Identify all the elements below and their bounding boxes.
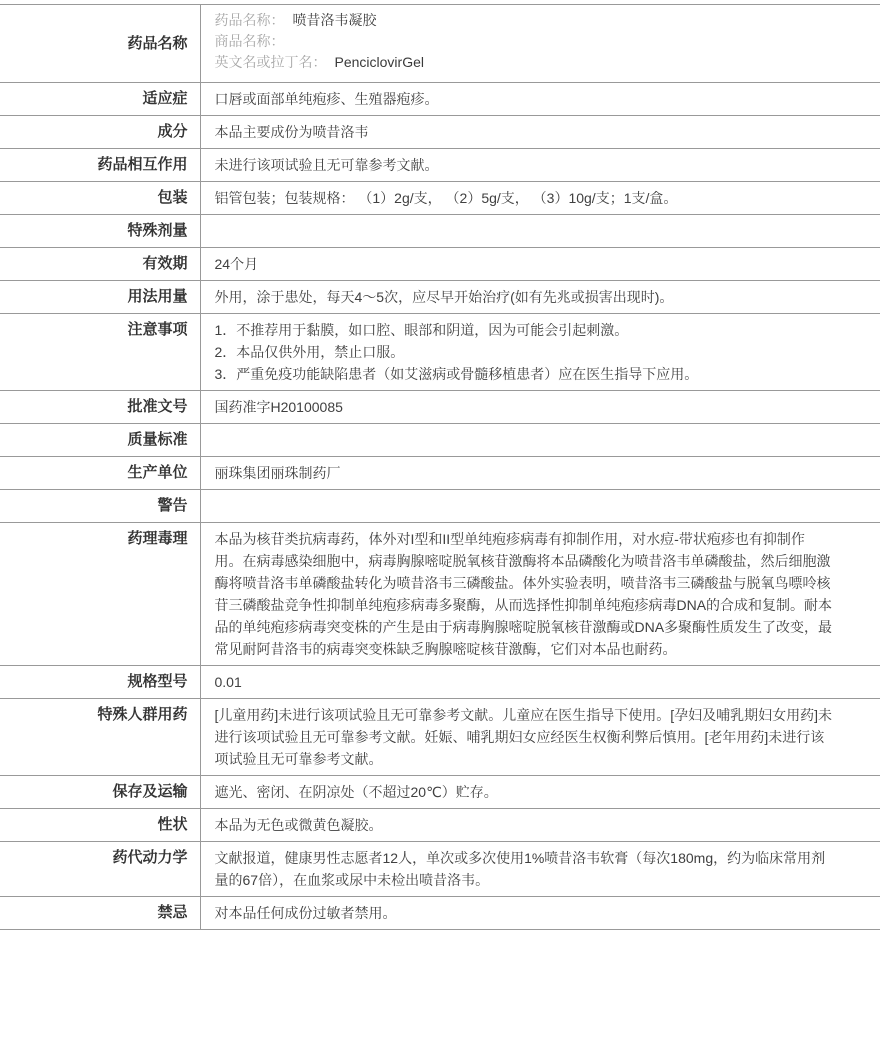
- field-name: 药品名称：: [214, 12, 285, 28]
- row-value-text: 对本品任何成份过敏者禁用。: [214, 905, 397, 921]
- row-value: [200, 457, 880, 490]
- row-label: 注意事项: [0, 314, 200, 391]
- row-value-text: 未进行该项试验且无可靠参考文献。: [214, 157, 439, 173]
- row-value-text: 本品为核苷类抗病毒药，体外对I型和II型单纯疱疹病毒有抑制作用，对水痘-带状疱疹也有抑制作用。在病毒感染细胞中，病毒胸腺嘧啶脱氧核苷激酶将本品磷酸化为喷昔洛韦单磷酸盐，然后细胞激酶将喷昔洛韦单磷酸盐转化为喷昔洛韦三磷酸盐。体外实验表明，喷昔洛韦三磷酸盐与脱氧鸟嘌呤核苷三磷酸盐竞争性抑制单纯疱疹病毒多聚酶，从而选择性抑制单纯疱疹病毒DNA的合成和复制。耐本品的单纯疱疹病毒突变株的产生是由于病毒胸腺嘧啶脱氧核苷激酶或DNA多聚酶性质发生了改变，最常见耐阿昔洛韦的病毒突变株缺乏胸腺嘧啶核苷激酶，它们对本品也耐药。: [214, 531, 833, 657]
- field-value: PenciclovirGel: [334, 54, 424, 70]
- row-value: [200, 83, 880, 116]
- field-line: [215, 31, 867, 52]
- table-row: [0, 897, 880, 930]
- row-value-text: 24个月: [214, 256, 259, 272]
- row-label: 禁忌: [0, 897, 200, 930]
- row-label: 药理毒理: [0, 523, 200, 666]
- row-value: [200, 699, 880, 776]
- row-label: 药代动力学: [0, 842, 200, 897]
- row-label: 特殊剂量: [0, 215, 200, 248]
- row-value: [200, 116, 880, 149]
- row-value: [200, 281, 880, 314]
- table-row: [0, 314, 880, 391]
- drug-info-table: [0, 4, 880, 930]
- row-value: [200, 490, 880, 523]
- row-label: 质量标准: [0, 424, 200, 457]
- field-line: [215, 52, 867, 73]
- table-row: [0, 699, 880, 776]
- row-value: [200, 842, 880, 897]
- row-value-text: [儿童用药]未进行该项试验且无可靠参考文献。儿童应在医生指导下使用。[孕妇及哺乳期妇女用药]未进行该项试验且无可靠参考文献。妊娠、哺乳期妇女应经医生权衡利弊后慎用。[老年用药]未进行该项试验且无可靠参考文献。: [214, 707, 833, 767]
- row-value: [200, 424, 880, 457]
- row-value: [200, 523, 880, 666]
- row-value: [200, 314, 880, 391]
- row-label: 成分: [0, 116, 200, 149]
- table-row: [0, 391, 880, 424]
- row-value-text: 铝管包装；包装规格： （1）2g/支， （2）5g/支， （3）10g/支；1支/盒。: [214, 190, 678, 206]
- row-value-text: 文献报道，健康男性志愿者12人，单次或多次使用1%喷昔洛韦软膏（每次180mg，约为临床常用剂量的67倍），在血浆或尿中未检出喷昔洛韦。: [214, 850, 826, 888]
- row-value: [200, 182, 880, 215]
- row-value: [200, 5, 880, 83]
- row-value: [200, 149, 880, 182]
- row-value: [200, 776, 880, 809]
- table-row: [0, 248, 880, 281]
- row-label: 有效期: [0, 248, 200, 281]
- table-row: [0, 776, 880, 809]
- field-name: 商品名称：: [214, 33, 285, 49]
- row-value-text: 本品主要成份为喷昔洛韦: [214, 124, 369, 140]
- row-value-text: 0.01: [214, 674, 242, 690]
- list-item-text: 3．严重免疫功能缺陷患者（如艾滋病或骨髓移植患者）应在医生指导下应用。: [214, 366, 699, 382]
- row-label: 批准文号: [0, 391, 200, 424]
- row-label: 包装: [0, 182, 200, 215]
- field-name: 英文名或拉丁名：: [214, 54, 327, 70]
- row-value-text: 口唇或面部单纯疱疹、生殖器疱疹。: [214, 91, 439, 107]
- row-value-text: 国药准字H20100085: [214, 399, 343, 415]
- row-label: 性状: [0, 809, 200, 842]
- table-row: [0, 809, 880, 842]
- row-label: 规格型号: [0, 666, 200, 699]
- row-label: 药品相互作用: [0, 149, 200, 182]
- row-label: 警告: [0, 490, 200, 523]
- table-row: [0, 5, 880, 83]
- row-label: 生产单位: [0, 457, 200, 490]
- row-label: 药品名称: [0, 5, 200, 83]
- table-row: [0, 842, 880, 897]
- row-value-text: 外用，涂于患处，每天4～5次，应尽早开始治疗(如有先兆或损害出现时)。: [214, 289, 674, 305]
- row-value: [200, 391, 880, 424]
- table-row: [0, 149, 880, 182]
- row-value-text: 遮光、密闭、在阴凉处（不超过20℃）贮存。: [214, 784, 498, 800]
- table-row: [0, 666, 880, 699]
- table-row: [0, 424, 880, 457]
- list-item-text: 1．不推荐用于黏膜，如口腔、眼部和阴道，因为可能会引起刺激。: [214, 322, 629, 338]
- row-label: 保存及运输: [0, 776, 200, 809]
- table-row: [0, 215, 880, 248]
- table-row: [0, 523, 880, 666]
- row-value: [200, 248, 880, 281]
- drug-table-body: [0, 5, 880, 930]
- row-value: [200, 215, 880, 248]
- row-label: 适应症: [0, 83, 200, 116]
- row-value: [200, 666, 880, 699]
- table-row: [0, 116, 880, 149]
- row-value: [200, 809, 880, 842]
- table-row: [0, 281, 880, 314]
- table-row: [0, 490, 880, 523]
- row-value-text: 本品为无色或微黄色凝胶。: [214, 817, 383, 833]
- table-row: [0, 457, 880, 490]
- field-line: [215, 10, 867, 31]
- row-value-text: 丽珠集团丽珠制药厂: [214, 465, 341, 481]
- list-item-text: 2．本品仅供外用，禁止口服。: [214, 344, 405, 360]
- row-value: [200, 897, 880, 930]
- row-label: 特殊人群用药: [0, 699, 200, 776]
- table-row: [0, 182, 880, 215]
- row-label: 用法用量: [0, 281, 200, 314]
- field-value: 喷昔洛韦凝胶: [292, 12, 377, 28]
- table-row: [0, 83, 880, 116]
